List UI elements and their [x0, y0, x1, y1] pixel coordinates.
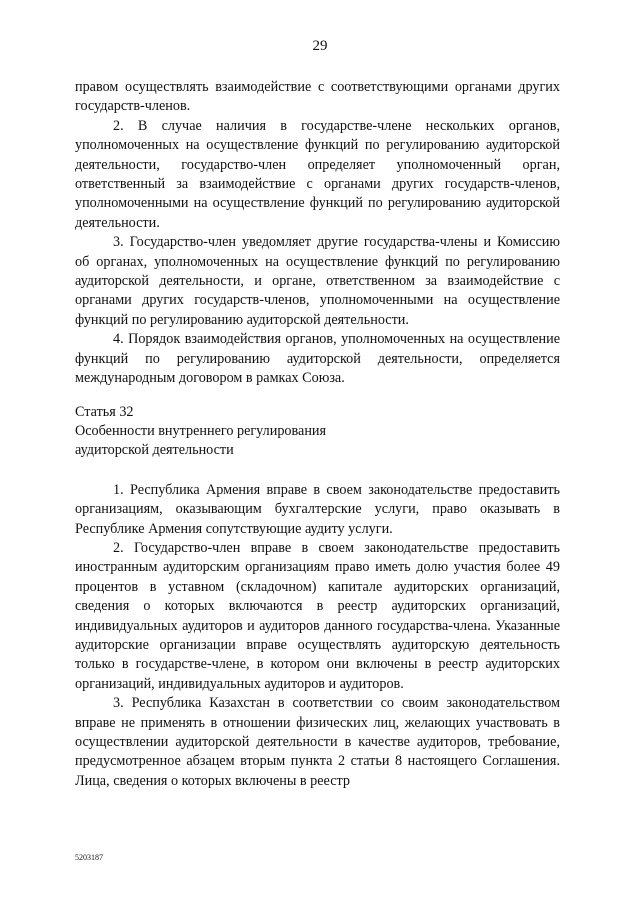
article-number: Статья 32 — [75, 403, 134, 420]
paragraph-31-3: 3. Государство-член уведомляет другие государства-члены и Комиссию об органах, уполномоченных на осуществление функций по регулированию аудиторской деятельности, и органе, ответственном за взаимодействие с органами других государств-членов, уполномоченными на осуществление функций по регулированию аудиторской деятельности. — [75, 234, 560, 328]
paragraph-continuation: правом осуществлять взаимодействие с соответствующими органами других государств-членов. — [75, 79, 560, 115]
article-title-line1: Особенности внутреннего регулирования — [75, 422, 327, 439]
paragraph-32-3: 3. Республика Казахстан в соответствии со своим законодательством вправе не применять в отношении физических лиц, желающих участвовать в осуществлении аудиторской деятельности в качестве аудиторов, требование, предусмотренное абзацем вторым пункта 2 статьи 8 настоящего Соглашения. Лица, сведения о которых включены в реестр — [75, 695, 560, 789]
paragraph-32-2: 2. Государство-член вправе в своем законодательстве предоставить иностранным аудиторским организациям право иметь долю участия более 49 процентов в уставном (складочном) капитале аудиторских организаций, сведения о которых включаются в реестр аудиторских организаций, индивидуальных аудиторов и аудиторов данного государства-члена. Указанные аудиторские организации вправе осуществлять аудиторскую деятельность только в государстве-члене, в котором они включены в реестр аудиторских организаций, индивидуальных аудиторов и аудиторов. — [75, 539, 560, 692]
paragraph-31-4: 4. Порядок взаимодействия органов, уполномоченных на осуществление функций по регулированию аудиторской деятельности, определяется международным договором в рамках Союза. — [75, 331, 560, 387]
paragraph-32-1: 1. Республика Армения вправе в своем законодательстве предоставить организациям, оказывающим бухгалтерские услуги, право оказывать в Республике Армения сопутствующие аудиту услуги. — [75, 481, 560, 537]
page-number: 29 — [312, 38, 328, 54]
article-heading — [75, 403, 560, 461]
document-code: 5203187 — [75, 853, 103, 862]
document-body — [75, 78, 560, 791]
paragraph-31-2: 2. В случае наличия в государстве-члене нескольких органов, уполномоченных на осуществление функций по регулированию аудиторской деятельности, государство-член определяет уполномоченный орган, ответственный за взаимодействие с органами других государств-членов, уполномоченными на осуществление функций по регулированию аудиторской деятельности. — [75, 117, 560, 231]
article-title-line2: аудиторской деятельности — [75, 442, 234, 459]
